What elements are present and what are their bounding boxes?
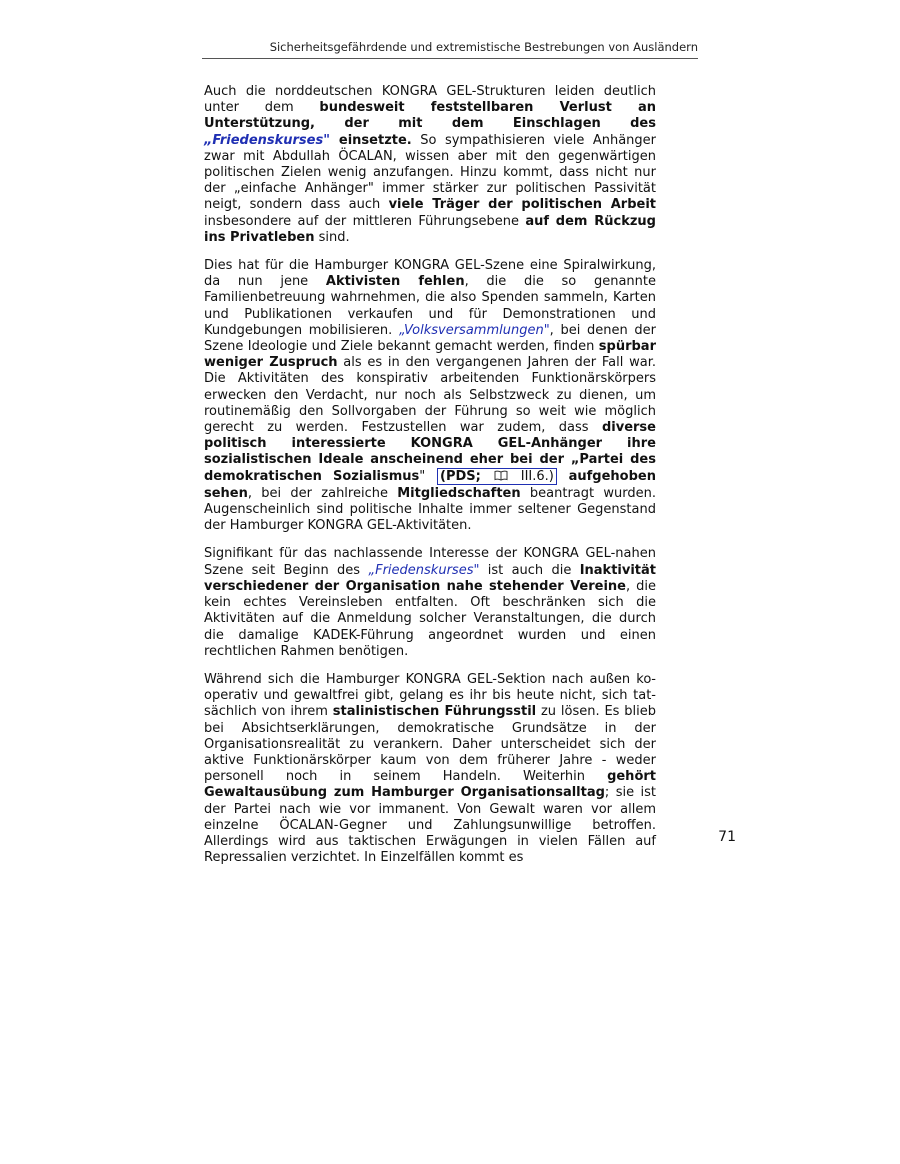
bold-text: Mitgliedschaften <box>397 485 521 501</box>
bold-text: stalinistischen Führungsstil <box>332 704 537 720</box>
text-run: So sympathisieren viele Anhänger zwar mit Abdullah ÖCALAN, wissen aber mit den gegenwärtigen politischen Zielen wenig anzufangen. Hinzu kommt, dass nicht nur der „einfache Anhänger" immer stärker zur politischen Passivität neigt, sondern dass auch <box>204 132 657 213</box>
emphasis-term: „Volksversammlungen" <box>398 322 550 338</box>
bold-text: auf dem Rückzug ins Privatleben <box>204 213 656 245</box>
body-text <box>204 84 656 878</box>
text-run: Signifikant für das nachlassende Interesse der KONGRA GEL-nahen Szene seit Beginn des <box>204 546 656 578</box>
bold-text: gehört Gewaltausübung zum Hamburger Organisationsalltag <box>204 769 656 801</box>
cross-reference-link[interactable] <box>437 468 557 485</box>
text-run: zu lösen. Es blieb bei Absichtserklärungen, demokratische Grundsätze in der Organisationsrealität zu verankern. Daher unterscheidet sich der aktive Funktionärskörper kaum von dem früherer Jahre - weder personell noch in seinem Handeln. Weiterhin <box>204 704 657 785</box>
cross-reference-label: (PDS; <box>440 468 492 484</box>
text-run: , die die so genannte Familienbetreuung wahrnehmen, die also Spenden sammeln, Karten und Publikationen verkaufen und für Demonstrationen und Kundgebungen mobilisieren. <box>204 274 656 338</box>
emphasis-term: „Friedenskurses" <box>204 132 331 148</box>
text-run: sind. <box>314 229 350 245</box>
running-header: Sicherheitsgefährdende und extremistische Bestrebungen von Ausländern <box>202 40 698 59</box>
book-icon <box>494 470 508 486</box>
text-run: beantragt wurden. Augenscheinlich sind politische Inhalte immer seltener Gegenstand der Hamburger KONGRA GEL-Aktivitäten. <box>204 485 656 534</box>
bold-text: viele Träger der politischen Arbeit <box>388 197 656 213</box>
cross-reference-target: III.6.) <box>510 468 554 484</box>
text-run: insbesondere auf der mittleren Führungsebene <box>204 213 526 229</box>
bold-text: spürbar weniger Zuspruch <box>204 339 656 371</box>
text-run: Während sich die Hamburger KONGRA GEL-Sektion nach außen kooperativ und gewaltfrei gibt, gelang es ihr bis heute nicht, sich tatsächlich von ihrem <box>204 671 656 720</box>
paragraph <box>204 672 656 866</box>
text-run: ; sie ist der Partei nach wie vor immanent. Von Gewalt waren vor allem einzelne ÖCALAN-Gegner und Zahlungsunwillige betroffen. Allerdings wird aus taktischen Erwägungen in vielen Fällen auf Repressalien verzichtet. In Einzelfällen kommt es <box>204 785 656 866</box>
text-run <box>558 469 569 484</box>
emphasis-term: „Friedenskurses" <box>368 562 480 578</box>
bold-text: bundesweit feststellbaren Verlust an Unterstützung, der mit dem Einschlagen des <box>204 100 656 132</box>
bold-text: aufgehoben sehen <box>204 468 656 501</box>
text-run: Auch die norddeutschen KONGRA GEL-Strukturen leiden deutlich unter dem <box>204 84 656 116</box>
text-run: als es in den vergangenen Jahren der Fall war. Die Aktivitäten des konspirativ arbeitenden Funktionärskörpers erwecken den Verdacht, nur noch als Selbstzweck zu dienen, um routinemäßig den Sollvorgaben der Führung so weit wie möglich gerecht zu werden. Festzustellen war zudem, dass <box>204 355 656 436</box>
bold-text: Inaktivität verschiedener der Organisation nahe stehender Vereine <box>204 562 656 594</box>
text-run: , die kein echtes Vereinsleben entfalten. Oft beschränken sich die Aktivitäten auf die Anmeldung solcher Veranstaltungen, die durch die damalige KADEK-Führung angeordnet wurden und einen rechtlichen Rahmen benötigen. <box>204 578 656 659</box>
paragraph <box>204 258 656 534</box>
paragraph <box>204 84 656 246</box>
bold-text: diverse politisch interessierte KONGRA GEL-Anhänger ihre sozialistischen Ideale anscheinend eher bei der „Partei des demokratischen Sozialismus <box>204 420 656 484</box>
text-run: , bei der zahlreiche <box>247 485 398 501</box>
bold-text: einsetzte. <box>330 132 412 148</box>
page-number: 71 <box>718 829 736 845</box>
text-run: ist auch die <box>479 562 580 578</box>
text-run: " <box>419 468 437 484</box>
paragraph <box>204 546 656 659</box>
text-run: , bei denen der Szene Ideologie und Ziele bekannt gemacht werden, finden <box>204 322 657 355</box>
text-run: Dies hat für die Hamburger KONGRA GEL-Szene eine Spiralwirkung, da nun jene <box>204 258 656 290</box>
bold-text: Aktivisten fehlen <box>325 274 465 290</box>
